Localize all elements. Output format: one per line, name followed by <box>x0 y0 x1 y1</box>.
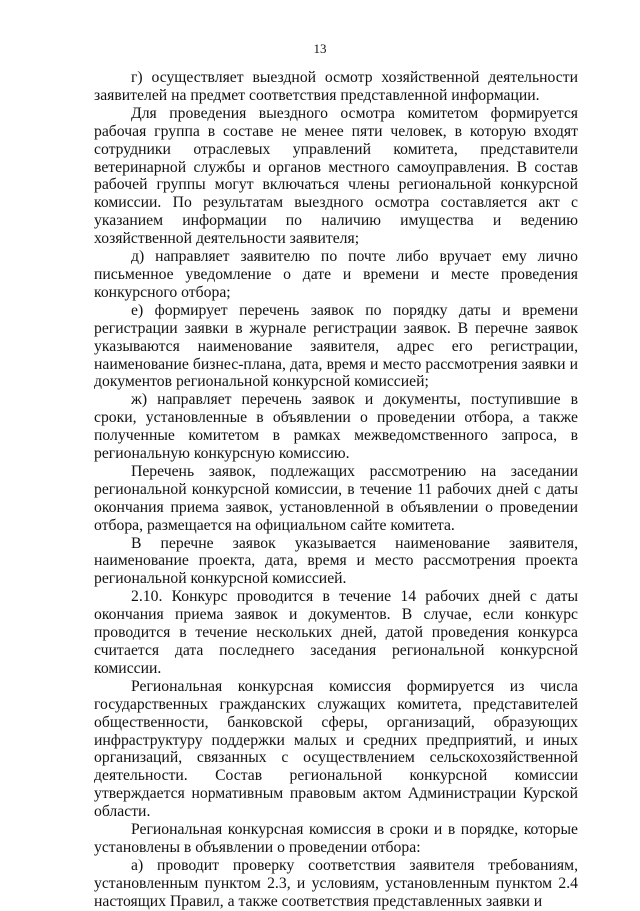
paragraph-list-contents: В перечне заявок указывается наименование заявителя, наименование проекта, дата, время и место рассмотрения проекта региональной конкурсной комиссией. <box>94 534 578 588</box>
paragraph-inspection-group: Для проведения выездного осмотра комитетом формируется рабочая группа в составе не менее пяти человек, в которую входят сотрудники отраслевых управлений комитета, представители ветеринарной службы и органов местного самоуправления. В состав рабочей группы могут включаться члены региональной конкурсной комиссии. По результатам выездного осмотра составляется акт с указанием информации по наличию имущества и ведению хозяйственной деятельности заявителя; <box>94 104 578 248</box>
document-body <box>94 69 578 911</box>
paragraph-zh: ж) направляет перечень заявок и документы, поступившие в сроки, установленные в объявлении о проведении отбора, а также полученные комитетом в рамках межведомственного запроса, в региональную конкурсную комиссию. <box>94 391 578 463</box>
paragraph-a: а) проводит проверку соответствия заявителя требованиям, установленным пунктом 2.3, и условиям, установленным пунктом 2.4 настоящих Правил, а также соответствия представленных заявки и <box>94 856 578 910</box>
paragraph-e: е) формирует перечень заявок по порядку даты и времени регистрации заявки в журнале регистрации заявок. В перечне заявок указываются наименование заявителя, адрес его регистрации, наименование бизнес-плана, дата, время и место рассмотрения заявки и документов региональной конкурсной комиссией; <box>94 301 578 391</box>
paragraph-commission-composition: Региональная конкурсная комиссия формируется из числа государственных гражданских служащих комитета, представителей общественности, банковской сферы, организаций, образующих инфраструктуру поддержки малых и средних предприятий, и иных организаций, связанных с осуществлением сельскохозяйственной деятельности. Состав региональной конкурсной комиссии утверждается нормативным правовым актом Администрации Курской области. <box>94 677 578 821</box>
paragraph-commission-duties: Региональная конкурсная комиссия в сроки и в порядке, которые установлены в объявлении о проведении отбора: <box>94 821 578 856</box>
paragraph-2-10: 2.10. Конкурс проводится в течение 14 рабочих дней с даты окончания приема заявок и документов. В случае, если конкурс проводится в течение нескольких дней, датой проведения конкурса считается дата последнего заседания региональной конкурсной комиссии. <box>94 588 578 677</box>
paragraph-applications-list: Перечень заявок, подлежащих рассмотрению на заседании региональной конкурсной комиссии, в течение 11 рабочих дней с даты окончания приема заявок, установленной в объявлении о проведении отбора, размещается на официальном сайте комитета. <box>94 462 578 534</box>
paragraph-g: г) осуществляет выездной осмотр хозяйственной деятельности заявителей на предмет соответствия представленной информации. <box>94 69 578 104</box>
paragraph-d: д) направляет заявителю по почте либо вручает ему лично письменное уведомление о дате и времени и месте проведения конкурсного отбора; <box>94 248 578 301</box>
page-number: 13 <box>313 41 327 56</box>
